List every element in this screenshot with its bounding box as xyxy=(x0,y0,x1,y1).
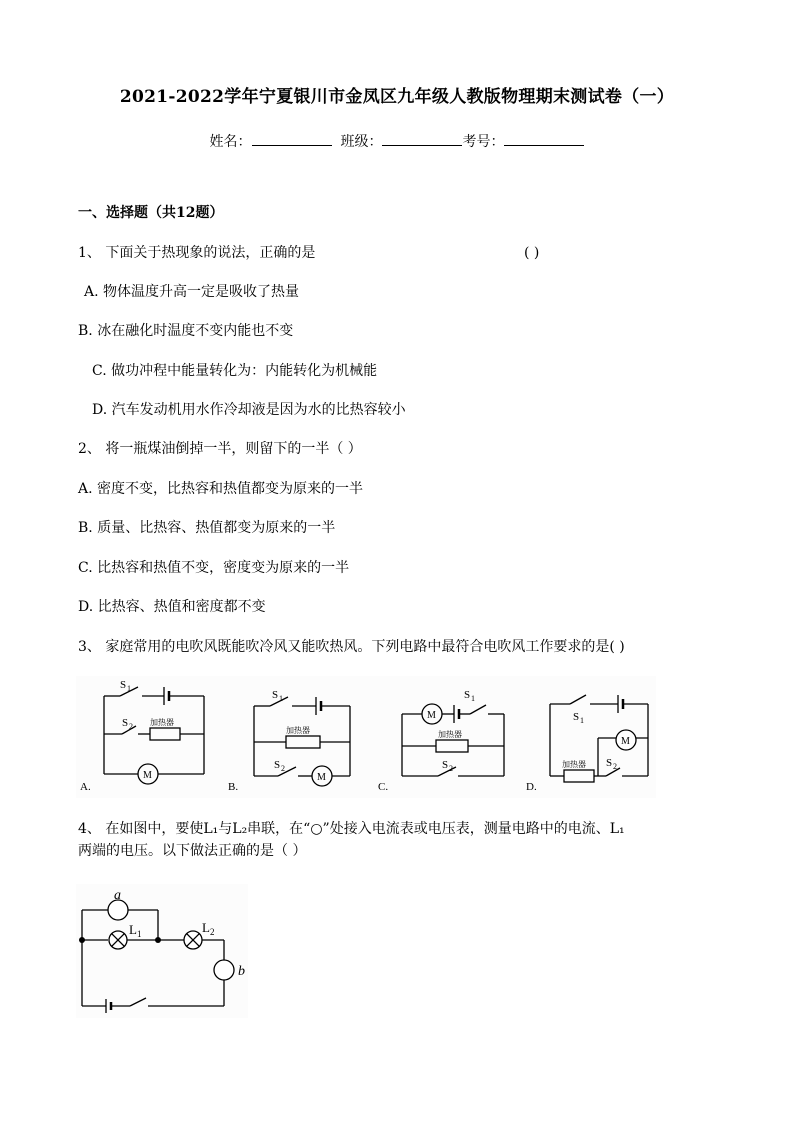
question-1-option-c: C. 做功冲程中能量转化为：内能转化为机械能 xyxy=(92,363,378,379)
question-2-option-b: B. 质量、比热容、热值都变为原来的一半 xyxy=(78,520,336,536)
meter-b-icon xyxy=(214,960,234,980)
exam-no-blank[interactable] xyxy=(504,131,584,146)
svg-text:1: 1 xyxy=(127,684,131,693)
circuit-a-s1-label: S xyxy=(120,679,127,691)
circuit-d-s1-label: S xyxy=(573,711,580,723)
svg-text:2: 2 xyxy=(449,764,453,773)
question-2-stem: 2、 将一瓶煤油倒掉一半，则留下的一半（ ） xyxy=(78,441,362,457)
option-label-d: D. xyxy=(526,781,537,793)
circuit-b-motor-icon: M xyxy=(317,772,326,783)
question-1-answer-bracket: ( ) xyxy=(524,245,540,261)
circuit-a-heater-label: 加热器 xyxy=(150,718,174,727)
svg-text:1: 1 xyxy=(471,694,475,703)
question-4-stem-line-1: 4、 在如图中，要使L₁与L₂串联，在“○”处接入电流表或电压表，测量电路中的电流、L₁ xyxy=(78,821,625,837)
svg-text:2: 2 xyxy=(129,722,133,731)
svg-text:2: 2 xyxy=(210,927,215,937)
circuit-a-s2-label: S xyxy=(122,717,129,729)
class-blank[interactable] xyxy=(382,131,462,146)
option-label-a: A. xyxy=(80,781,91,793)
option-label-b: B. xyxy=(228,781,239,793)
circuit-a-motor-icon: M xyxy=(143,770,152,781)
question-4-circuit-figure xyxy=(76,884,248,1018)
svg-text:M: M xyxy=(621,736,630,747)
circuit-b-heater-label: 加热器 xyxy=(286,726,310,735)
exam-title: 2021-2022学年宁夏银川市金凤区九年级人教版物理期末测试卷（一） xyxy=(119,87,675,107)
question-2-option-a: A. 密度不变，比热容和热值都变为原来的一半 xyxy=(78,481,364,497)
circuit-c-motor-icon: M xyxy=(427,710,436,721)
question-2-option-d: D. 比热容、热值和密度都不变 xyxy=(78,599,266,615)
junction-dot-left xyxy=(79,937,85,943)
section-title: 一、选择题（共12题） xyxy=(78,205,224,221)
circuit-d-s2-label: S xyxy=(606,757,613,769)
svg-text:2: 2 xyxy=(281,764,285,773)
circuit-b-s2-label: S xyxy=(274,759,281,771)
question-3-circuit-figure xyxy=(76,676,656,798)
lamp-l1-label: L xyxy=(129,922,137,937)
question-4-stem-line-2: 两端的电压。以下做法正确的是（ ） xyxy=(78,843,307,859)
student-info-line xyxy=(0,131,794,151)
question-2-option-c: C. 比热容和热值不变，密度变为原来的一半 xyxy=(78,560,350,576)
circuit-b-s1-label: S xyxy=(272,689,279,701)
meter-b-label: b xyxy=(238,964,245,979)
meter-a-label: a xyxy=(114,888,121,903)
question-1-option-a: A. 物体温度升高一定是吸收了热量 xyxy=(84,284,300,300)
circuit-c-s2-label: S xyxy=(442,759,449,771)
svg-text:1: 1 xyxy=(279,694,283,703)
lamp-l2-label: L xyxy=(202,920,210,935)
name-label: 姓名： xyxy=(209,134,252,150)
svg-text:1: 1 xyxy=(137,929,142,939)
circuit-c-heater-label: 加热器 xyxy=(438,730,462,739)
exam-no-label: 考号： xyxy=(462,134,505,150)
circuit-d-heater-label: 加热器 xyxy=(562,760,586,769)
question-1-option-d: D. 汽车发动机用水作冷却液是因为水的比热容较小 xyxy=(92,402,406,418)
option-label-c: C. xyxy=(378,781,389,793)
meter-a-icon xyxy=(108,900,128,920)
circuit-c-s1-label: S xyxy=(464,689,471,701)
question-1-option-b: B. 冰在融化时温度不变内能也不变 xyxy=(78,323,294,339)
class-label: 班级： xyxy=(340,134,383,150)
name-blank[interactable] xyxy=(252,131,332,146)
question-1-stem: 1、 下面关于热现象的说法，正确的是 xyxy=(78,245,316,261)
svg-text:1: 1 xyxy=(580,716,584,725)
question-3-stem: 3、 家庭常用的电吹风既能吹冷风又能吹热风。下列电路中最符合电吹风工作要求的是( ) xyxy=(78,639,625,655)
junction-dot-right xyxy=(155,937,161,943)
svg-text:2: 2 xyxy=(613,762,617,771)
